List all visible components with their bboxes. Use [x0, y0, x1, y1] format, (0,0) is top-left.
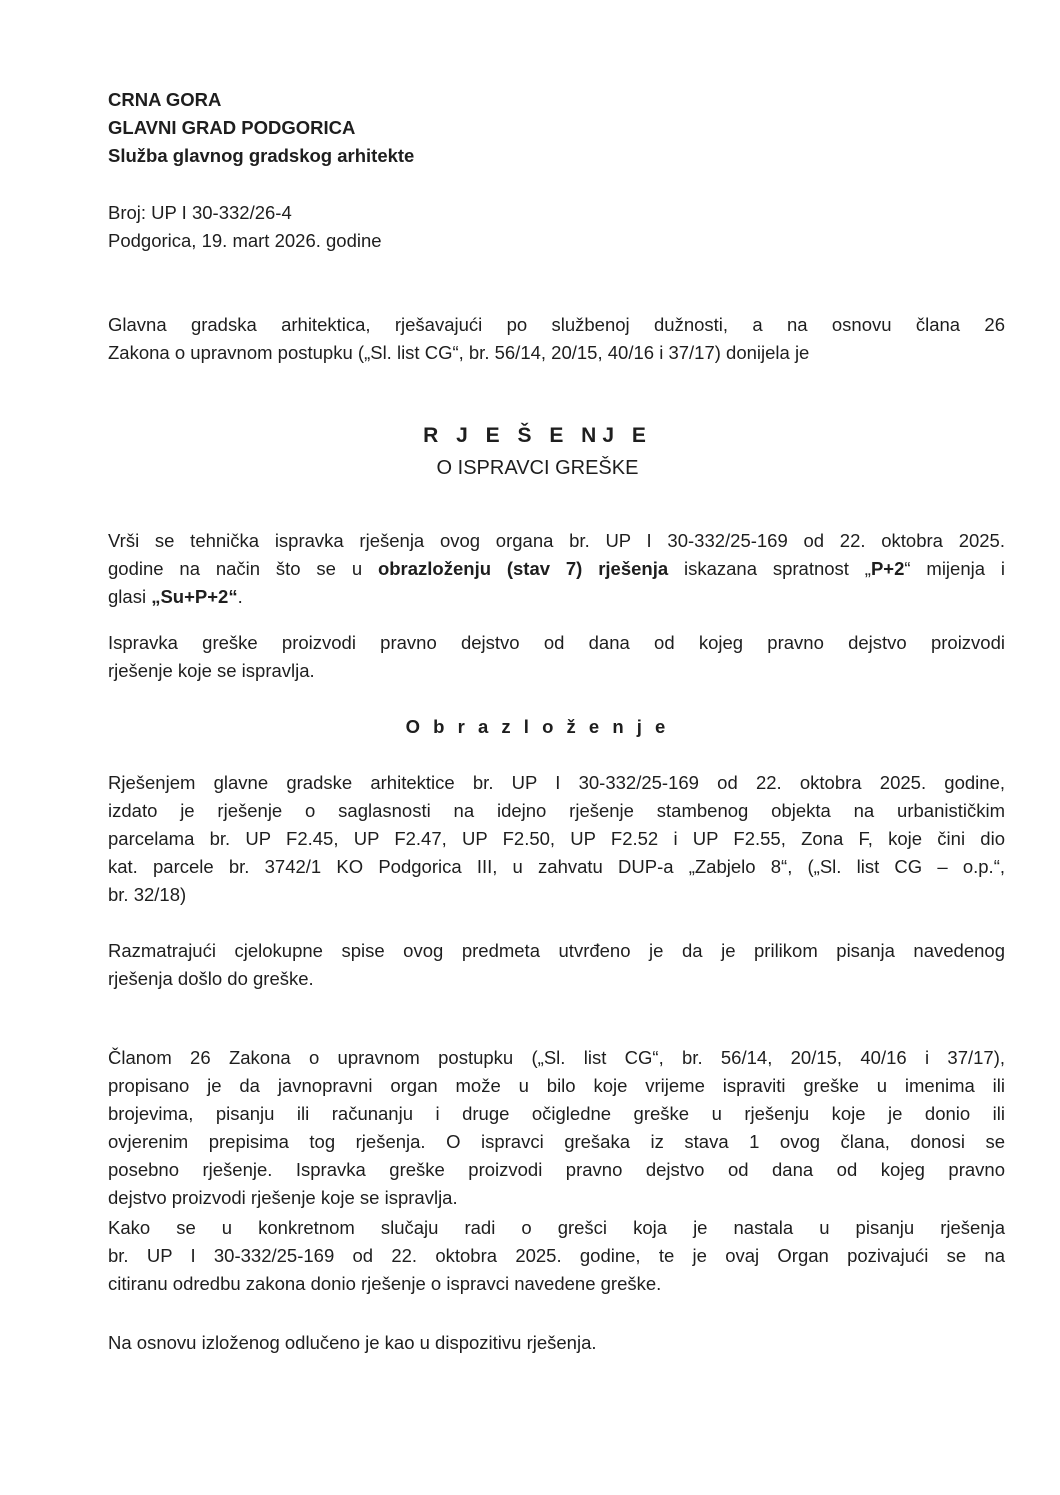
text-line: Kako se u konkretnom slučaju radi o grešci koja je nastala u pisanju rješenja — [108, 1217, 1005, 1238]
office: Služba glavnog gradskog arhitekte — [108, 145, 415, 166]
text-line: parcelama br. UP F2.45, UP F2.47, UP F2.50, UP F2.52 i UP F2.55, Zona F, koje čini dio — [108, 828, 1005, 849]
text: godine na način što se u — [108, 558, 378, 579]
reasoning-paragraph — [108, 1214, 1005, 1298]
reasoning-paragraph — [108, 937, 1005, 993]
text-line: Vrši se tehnička ispravka rješenja ovog organa br. UP I 30-332/25-169 od 22. oktobra 2025. — [108, 530, 1005, 551]
text-line: izdato je rješenje o saglasnosti na idejno rješenje stambenog objekta na urbanističkim — [108, 800, 1005, 821]
title-text: R J E Š E NJ E — [423, 424, 652, 447]
text-line: rješenje koje se ispravlja. — [108, 660, 315, 681]
text: “ mijenja i — [904, 558, 1005, 579]
text-line: Rješenjem glavne gradske arhitektice br. UP I 30-332/25-169 od 22. oktobra 2025. godine, — [108, 772, 1005, 793]
text-line: Članom 26 Zakona o upravnom postupku („Sl. list CG“, br. 56/14, 20/15, 40/16 i 37/17), — [108, 1047, 1005, 1068]
text-line: Zakona o upravnom postupku („Sl. list CG“, br. 56/14, 20/15, 40/16 i 37/17) donijela je — [108, 342, 810, 363]
reference — [108, 199, 1005, 255]
text: glasi — [108, 586, 152, 607]
text-line: posebno rješenje. Ispravka greške proizvodi pravno dejstvo od dana od kojeg pravno — [108, 1159, 1005, 1180]
intro-paragraph — [108, 311, 1005, 367]
document-subtitle: O ISPRAVCI GREŠKE — [436, 457, 639, 479]
text: . — [237, 586, 243, 607]
text: iskazana spratnost „ — [668, 558, 871, 579]
country: CRNA GORA — [108, 89, 222, 110]
bold-text: obrazloženju (stav 7) rješenja — [377, 558, 669, 579]
text-line: Ispravka greške proizvodi pravno dejstvo od dana od kojeg pravno dejstvo proizvodi — [108, 632, 1005, 653]
text-line: propisano je da javnopravni organ može u bilo koje vrijeme ispraviti greške u imenima ili — [108, 1075, 1005, 1096]
text-line: ovjerenim prepisima tog rješenja. O ispravci grešaka iz stava 1 ovog člana, donosi se — [108, 1131, 1005, 1152]
text-line: Na osnovu izloženog odlučeno je kao u dispozitivu rješenja. — [108, 1332, 597, 1353]
text-line: rješenja došlo do greške. — [108, 968, 314, 989]
city: GLAVNI GRAD PODGORICA — [108, 117, 356, 138]
text-line: kat. parcele br. 3742/1 KO Podgorica III, u zahvatu DUP-a „Zabjelo 8“, („Sl. list CG – o.p.“, — [108, 856, 1005, 877]
place-date: Podgorica, 19. mart 2026. godine — [108, 230, 382, 251]
reasoning-title: O b r a z l o ž e n j e — [405, 716, 670, 737]
disposition-paragraph — [108, 527, 1005, 611]
reasoning-paragraph — [108, 769, 1005, 909]
text-line: dejstvo proizvodi rješenje koje se ispravlja. — [108, 1187, 458, 1208]
text-line — [108, 555, 1005, 583]
text-line: br. UP I 30-332/25-169 od 22. oktobra 2025. godine, te je ovaj Organ pozivajući se na — [108, 1245, 1005, 1266]
text-line: Razmatrajući cjelokupne spise ovog predmeta utvrđeno je da je prilikom pisanja navedenog — [108, 940, 1005, 961]
bold-text: „Su+P+2“ — [151, 586, 238, 607]
text-line: br. 32/18) — [108, 884, 187, 905]
text-line: citiranu odredbu zakona donio rješenje o ispravci navedene greške. — [108, 1273, 662, 1294]
reasoning-paragraph — [108, 1044, 1005, 1212]
text-line: Glavna gradska arhitektica, rješavajući po službenoj dužnosti, a na osnovu člana 26 — [108, 314, 1005, 335]
letterhead — [108, 86, 1005, 170]
text-line — [108, 583, 1005, 611]
reasoning-paragraph — [108, 1329, 1005, 1357]
effect-paragraph — [108, 629, 1005, 685]
document-number: Broj: UP I 30-332/26-4 — [108, 202, 292, 223]
bold-text: P+2 — [870, 558, 905, 579]
text-line: brojevima, pisanju ili računanju i druge očigledne greške u rješenju koje je donio ili — [108, 1103, 1005, 1124]
document-title — [0, 422, 1060, 450]
